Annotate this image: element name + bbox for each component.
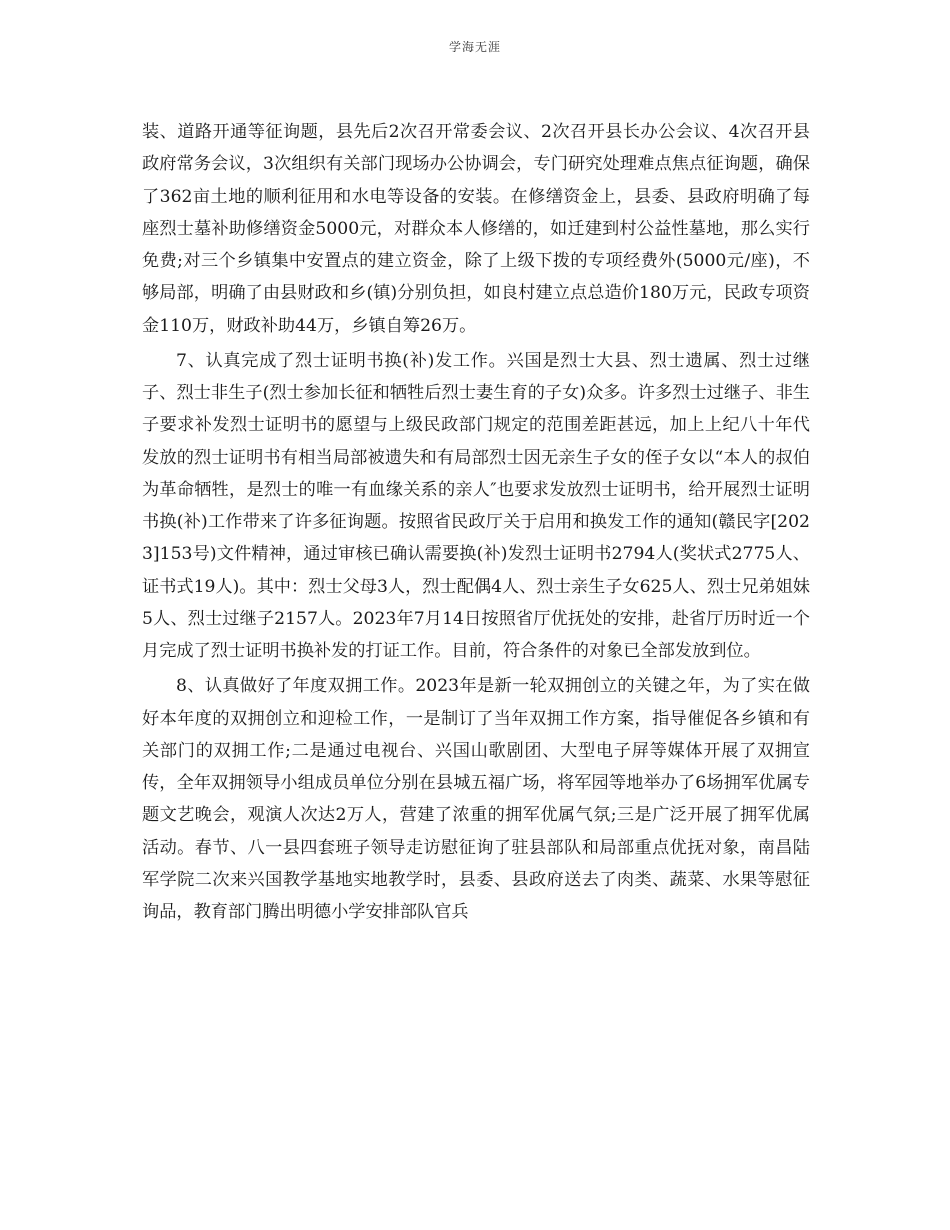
paragraph-item-7: 7、认真完成了烈士证明书换(补)发工作。兴国是烈士大县、烈士遗属、烈士过继子、烈士非生子(烈士参加长征和牺牲后烈士妻生育的子女)众多。许多烈士过继子、非生子要求补发烈士证明书的愿望与上级民政部门规定的范围差距甚远，加上上纪八十年代发放的烈士证明书有相当局部被遗失和有局部烈士因无亲生子女的侄子女以“本人的叔伯为革命牺牲，是烈士的唯一有血缘关系的亲人″也要求发放烈士证明书，给开展烈士证明书换(补)工作带来了许多征询题。按照省民政厅关于启用和换发工作的通知(赣民字[2023]153号)文件精神，通过审核已确认需要换(补)发烈士证明书2794人(奖状式2775人、证书式19人)。其中：烈士父母3人，烈士配偶4人、烈士亲生子女625人、烈士兄弟姐妹5人、烈士过继子2157人。2023年7月14日按照省厅优抚处的安排，赴省厅历时近一个月完成了烈士证明书换补发的打证工作。目前，符合条件的对象已全部发放到位。 xyxy=(142,350,810,662)
paragraph-continued: 装、道路开通等征询题，县先后2次召开常委会议、2次召开县长办公会议、4次召开县政府常务会议，3次组织有关部门现场办公协调会，专门研究处理难点焦点征询题，确保了362亩土地的顺利征用和水电等设备的安装。在修缮资金上，县委、县政府明确了每座烈士墓补助修缮资金5000元，对群众本人修缮的，如迁建到村公益性墓地，那么实行免费;对三个乡镇集中安置点的建立资金，除了上级下拨的专项经费外(5000元/座)，不够局部，明确了由县财政和乡(镇)分别负担，如良村建立点总造价180万元，民政专项资金110万，财政补助44万，乡镇自筹26万。 xyxy=(142,122,810,336)
page-header: 学海无涯 xyxy=(448,40,501,54)
paragraph-item-8: 8、认真做好了年度双拥工作。2023年是新一轮双拥创立的关键之年，为了实在做好本年度的双拥创立和迎检工作，一是制订了当年双拥工作方案，指导催促各乡镇和有关部门的双拥工作;二是通过电视台、兴国山歌剧团、大型电子屏等媒体开展了双拥宣传，全年双拥领导小组成员单位分别在县城五福广场，将军园等地举办了6场拥军优属专题文艺晚会，观演人次达2万人，营建了浓重的拥军优属气氛;三是广泛开展了拥军优属活动。春节、八一县四套班子领导走访慰征询了驻县部队和局部重点优抚对象，南昌陆军学院二次来兴国教学基地实地教学时，县委、县政府送去了肉类、蔬菜、水果等慰征询品，教育部门腾出明德小学安排部队官兵 xyxy=(142,676,810,923)
document-body xyxy=(142,116,810,929)
